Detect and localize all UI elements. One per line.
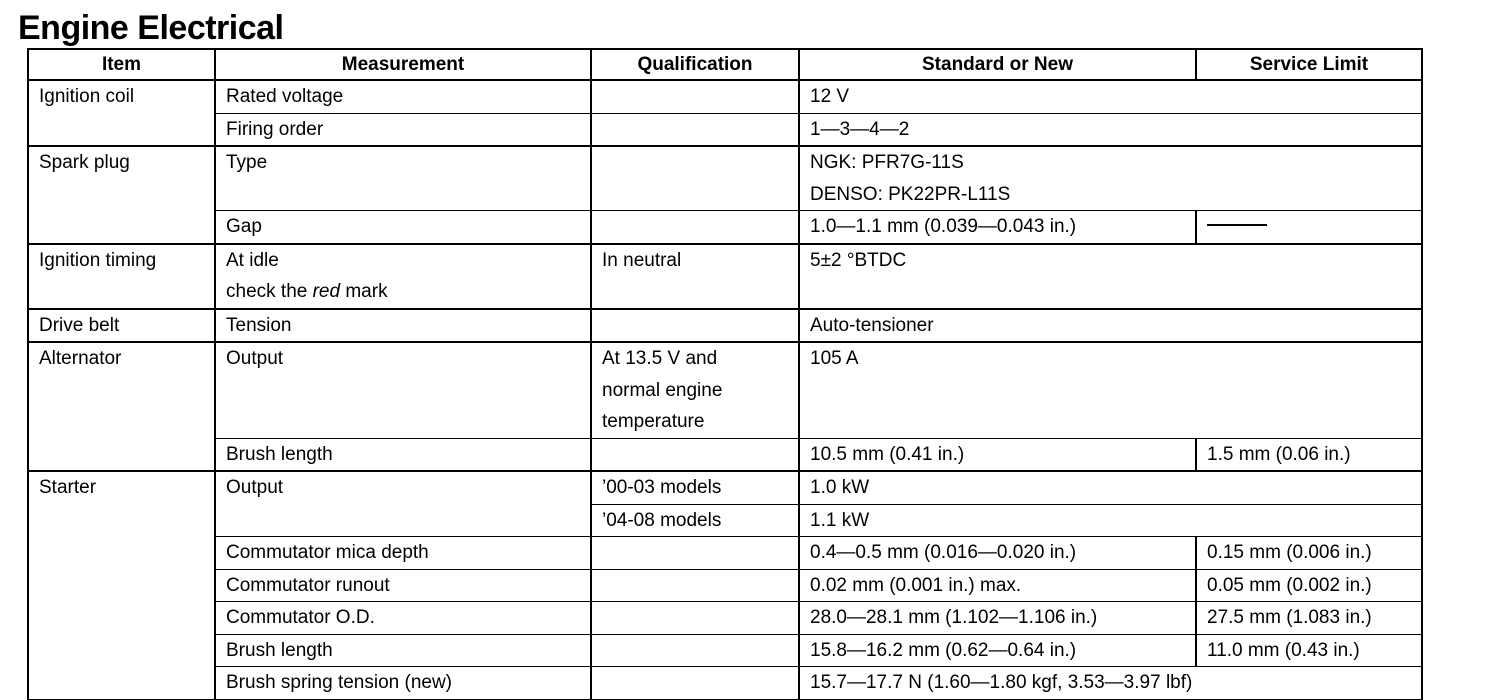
standard-cell: 15.7—17.7 N (1.60—1.80 kgf, 3.53—3.97 lbf) bbox=[799, 667, 1422, 700]
service-limit-cell bbox=[1196, 211, 1422, 244]
standard-cell: 12 V bbox=[799, 80, 1422, 113]
measurement-text: check the bbox=[226, 281, 313, 302]
service-limit-cell: 1.5 mm (0.06 in.) bbox=[1196, 438, 1422, 471]
table-row bbox=[28, 667, 1422, 700]
qualification-cell bbox=[591, 569, 799, 602]
table-row bbox=[28, 146, 1422, 211]
qualification-cell: In neutral bbox=[591, 244, 799, 309]
service-limit-cell: 27.5 mm (1.083 in.) bbox=[1196, 602, 1422, 635]
item-ignition-timing: Ignition timing bbox=[28, 244, 215, 309]
standard-cell bbox=[799, 146, 1422, 211]
qualification-cell bbox=[591, 438, 799, 471]
qualification-cell bbox=[591, 342, 799, 438]
table-row bbox=[28, 569, 1422, 602]
item-alternator: Alternator bbox=[28, 342, 215, 471]
table-row bbox=[28, 80, 1422, 113]
standard-line: DENSO: PK22PR-L11S bbox=[810, 183, 1011, 205]
table-row bbox=[28, 309, 1422, 343]
standard-cell: 1.1 kW bbox=[799, 504, 1422, 537]
measurement-cell: Output bbox=[215, 342, 591, 438]
measurement-cell: Gap bbox=[215, 211, 591, 244]
measurement-cell: Brush length bbox=[215, 634, 591, 667]
table-row bbox=[28, 244, 1422, 309]
measurement-cell bbox=[215, 244, 591, 309]
table-row bbox=[28, 602, 1422, 635]
measurement-cell: Commutator mica depth bbox=[215, 537, 591, 570]
qualification-line: normal engine bbox=[602, 379, 723, 401]
table-row bbox=[28, 342, 1422, 438]
standard-cell: Auto-tensioner bbox=[799, 309, 1422, 343]
item-drive-belt: Drive belt bbox=[28, 309, 215, 343]
item-spark-plug: Spark plug bbox=[28, 146, 215, 244]
table-row bbox=[28, 438, 1422, 471]
qualification-cell: ’04-08 models bbox=[591, 504, 799, 537]
measurement-cell: Type bbox=[215, 146, 591, 211]
qualification-line: At 13.5 V and bbox=[602, 348, 718, 369]
standard-cell: 1.0 kW bbox=[799, 471, 1422, 504]
qualification-cell bbox=[591, 537, 799, 570]
qualification-cell bbox=[591, 113, 799, 146]
service-limit-cell: 0.15 mm (0.006 in.) bbox=[1196, 537, 1422, 570]
standard-cell: 5±2 °BTDC bbox=[799, 244, 1422, 309]
qualification-cell bbox=[591, 146, 799, 211]
standard-cell: 1—3—4—2 bbox=[799, 113, 1422, 146]
standard-cell: 10.5 mm (0.41 in.) bbox=[799, 438, 1196, 471]
qualification-cell bbox=[591, 211, 799, 244]
standard-cell: 105 A bbox=[799, 342, 1422, 438]
measurement-cell: Tension bbox=[215, 309, 591, 343]
table-row bbox=[28, 471, 1422, 504]
measurement-cell: Brush spring tension (new) bbox=[215, 667, 591, 700]
table-row bbox=[28, 211, 1422, 244]
qualification-cell bbox=[591, 602, 799, 635]
measurement-cell: Brush length bbox=[215, 438, 591, 471]
standard-line: NGK: PFR7G-11S bbox=[810, 152, 964, 173]
qualification-cell: ’00-03 models bbox=[591, 471, 799, 504]
qualification-cell bbox=[591, 80, 799, 113]
measurement-cell: Commutator O.D. bbox=[215, 602, 591, 635]
measurement-cell: Rated voltage bbox=[215, 80, 591, 113]
measurement-line bbox=[226, 276, 580, 308]
qualification-cell bbox=[591, 309, 799, 343]
measurement-line: At idle bbox=[226, 249, 279, 271]
table-header-row bbox=[28, 49, 1422, 80]
table-row bbox=[28, 634, 1422, 667]
engine-electrical-table bbox=[27, 48, 1423, 700]
qualification-line: temperature bbox=[602, 411, 705, 432]
table-row bbox=[28, 537, 1422, 570]
header-measurement: Measurement bbox=[215, 49, 591, 80]
item-starter: Starter bbox=[28, 471, 215, 699]
red-mark-emphasis: red bbox=[312, 281, 341, 302]
qualification-cell bbox=[591, 667, 799, 700]
not-applicable-dash bbox=[1207, 224, 1267, 226]
qualification-cell bbox=[591, 634, 799, 667]
standard-cell: 0.4—0.5 mm (0.016—0.020 in.) bbox=[799, 537, 1196, 570]
header-standard: Standard or New bbox=[799, 49, 1196, 80]
standard-cell: 1.0—1.1 mm (0.039—0.043 in.) bbox=[799, 211, 1196, 244]
service-limit-cell: 11.0 mm (0.43 in.) bbox=[1196, 634, 1422, 667]
measurement-cell: Firing order bbox=[215, 113, 591, 146]
standard-cell: 15.8—16.2 mm (0.62—0.64 in.) bbox=[799, 634, 1196, 667]
item-ignition-coil: Ignition coil bbox=[28, 80, 215, 146]
page-title: Engine Electrical bbox=[18, 9, 284, 47]
standard-cell: 28.0—28.1 mm (1.102—1.106 in.) bbox=[799, 602, 1196, 635]
table-row bbox=[28, 113, 1422, 146]
standard-cell: 0.02 mm (0.001 in.) max. bbox=[799, 569, 1196, 602]
service-limit-cell: 0.05 mm (0.002 in.) bbox=[1196, 569, 1422, 602]
header-item: Item bbox=[28, 49, 215, 80]
header-service-limit: Service Limit bbox=[1196, 49, 1422, 80]
measurement-text: mark bbox=[340, 281, 388, 302]
measurement-cell: Output bbox=[215, 471, 591, 537]
measurement-cell: Commutator runout bbox=[215, 569, 591, 602]
header-qualification: Qualification bbox=[591, 49, 799, 80]
